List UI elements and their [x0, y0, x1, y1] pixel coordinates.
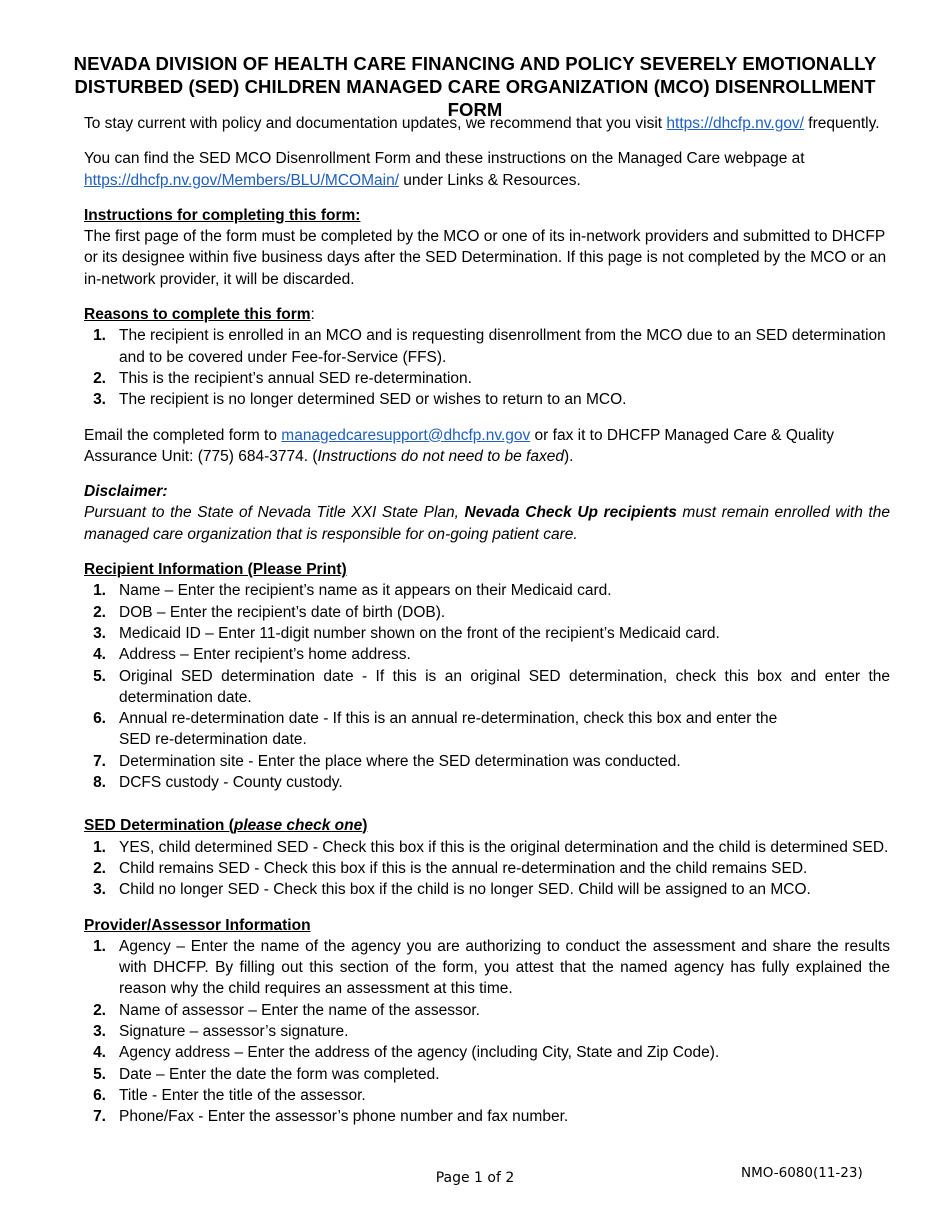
list-item: 2. This is the recipient’s annual SED re-determination. [93, 369, 472, 387]
list-item: 2. DOB – Enter the recipient’s date of birth (DOB). [93, 603, 446, 621]
instructions-section [84, 205, 890, 290]
list-item: 1. YES, child determined SED - Check this box if this is the original determination and the child is determined SED. [93, 838, 889, 856]
recipient-list [84, 580, 890, 793]
list-item: 3. The recipient is no longer determined SED or wishes to return to an MCO. [93, 391, 627, 409]
document-body [84, 113, 890, 1141]
instructions-heading: Instructions for completing this form: [84, 206, 361, 224]
page-title: NEVADA DIVISION OF HEALTH CARE FINANCING AND POLICY SEVERELY EMOTIONALLY DISTURBED (SED) CHILDREN MANAGED CARE ORGANIZATION (MCO) DISENROLLMENT FORM [73, 53, 877, 120]
sed-list [84, 837, 890, 901]
instructions-text: The first page of the form must be completed by the MCO or one of its in-network providers and submitted to DHCFP or its designee within five business days after the SED Determination. If this page is not completed by the MCO or an in-network provider, it will be discarded. [84, 228, 887, 288]
support-email-link[interactable]: managedcaresupport@dhcfp.nv.gov [281, 426, 531, 444]
list-item: 5. Original SED determination date - If this is an original SED determination, check this box and enter the determination date. [93, 667, 890, 706]
list-item: 1. Agency – Enter the name of the agency you are authorizing to conduct the assessment and share the results with DHCFP. By filling out this section of the form, you attest that the named agency has fully explained the reason why the child requires an assessment at this time. [93, 937, 890, 998]
sed-heading: SED Determination (please check one) [84, 817, 368, 835]
provider-heading: Provider/Assessor Information [84, 916, 311, 934]
list-item: 6. Annual re-determination date - If this is an annual re-determination, check this box and enter the SED re-determination date. [93, 710, 778, 749]
email-paragraph: Email the completed form to managedcaresupport@dhcfp.nv.gov or fax it to DHCFP Managed Care & Quality Assurance Unit: (775) 684-3774. (Instructions do not need to be faxed). [84, 426, 835, 465]
dhcfp-website-link[interactable]: https://dhcfp.nv.gov/ [666, 115, 804, 132]
list-item: 1. Name – Enter the recipient’s name as it appears on their Medicaid card. [93, 582, 612, 600]
list-item: 5. Date – Enter the date the form was completed. [93, 1065, 440, 1083]
list-item: 7. Determination site - Enter the place where the SED determination was conducted. [93, 752, 681, 770]
reasons-heading: Reasons to complete this form: [84, 306, 315, 324]
mco-main-link[interactable]: https://dhcfp.nv.gov/Members/BLU/MCOMain/ [84, 171, 399, 189]
list-item: 8. DCFS custody - County custody. [93, 774, 343, 792]
form-code: NMO-6080(11-23) [741, 1165, 863, 1181]
recipient-heading: Recipient Information (Please Print) [84, 561, 347, 579]
disclaimer-heading: Disclaimer: [84, 483, 168, 501]
list-item: 1. The recipient is enrolled in an MCO and is requesting disenrollment from the MCO due to an SED determination and to be covered under Fee-for-Service (FFS). [93, 327, 886, 366]
intro-paragraph-1: To stay current with policy and documentation updates, we recommend that you visit https://dhcfp.nv.gov/ frequently. [84, 115, 880, 132]
intro-paragraph-2: You can find the SED MCO Disenrollment Form and these instructions on the Managed Care webpage at https://dhcfp.nv.gov/Members/BLU/MCOMain/ under Links & Resources. [84, 150, 805, 189]
reasons-list [84, 325, 890, 410]
page-number: Page 1 of 2 [435, 1170, 515, 1186]
list-item: 3. Child no longer SED - Check this box if the child is no longer SED. Child will be assigned to an MCO. [93, 881, 811, 899]
disclaimer-section: Disclaimer: Pursuant to the State of Nevada Title XXI State Plan, Nevada Check Up recipients must remain enrolled with the managed care organization that is responsible for on-going patient care. [84, 483, 890, 543]
list-item: 3. Signature – assessor’s signature. [93, 1022, 349, 1040]
list-item: 4. Agency address – Enter the address of the agency (including City, State and Zip Code). [93, 1044, 720, 1062]
list-item: 2. Child remains SED - Check this box if this is the annual re-determination and the child remains SED. [93, 859, 808, 877]
list-item: 3. Medicaid ID – Enter 11-digit number shown on the front of the recipient’s Medicaid card. [93, 624, 720, 642]
list-item: 7. Phone/Fax - Enter the assessor’s phone number and fax number. [93, 1108, 569, 1126]
list-item: 6. Title - Enter the title of the assessor. [93, 1086, 366, 1104]
list-item: 2. Name of assessor – Enter the name of the assessor. [93, 1001, 480, 1019]
provider-list [84, 936, 890, 1128]
list-item: 4. Address – Enter recipient’s home address. [93, 646, 411, 664]
